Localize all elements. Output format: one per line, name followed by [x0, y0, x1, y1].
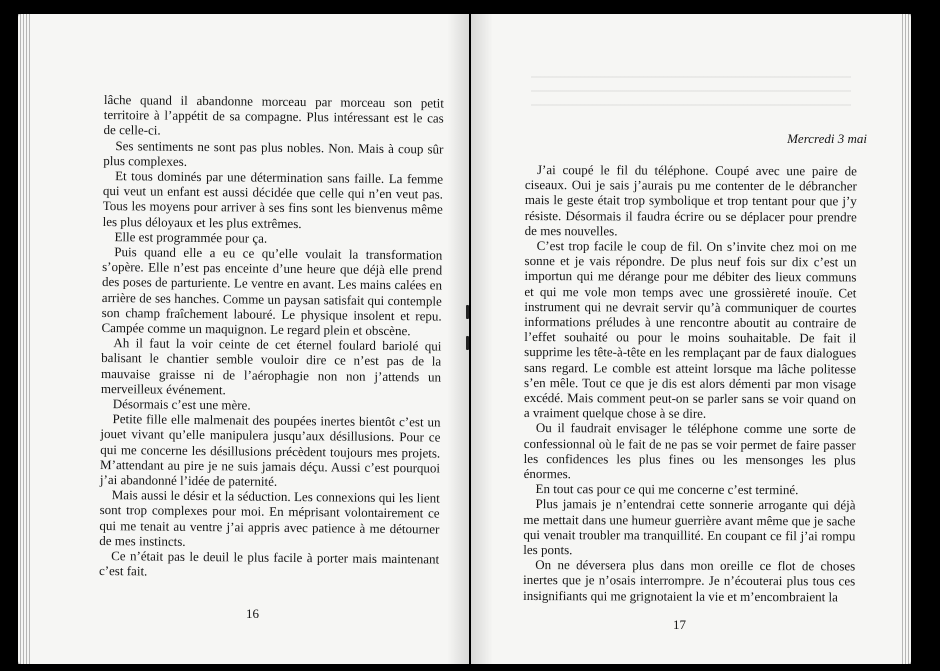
- paragraph: Et tous dominés par une détermination sans faille. La femme qui veut un enfant est aussi décidée que celle qui n’en veut pas. Tous les moyens pour arriver à ses fins sont les bienvenus même les plus déloyaux et les plus extrêmes.: [102, 168, 444, 231]
- page-edges-left: [18, 14, 32, 664]
- paragraph: Mais aussi le désir et la séduction. Les connexions qui les lient sont trop complexes pour moi. En méprisant volontairement ce qui me tenait au ventre j’ai appris avec patience à me détourner de mes instincts.: [99, 487, 440, 549]
- page-number-right: 17: [673, 617, 686, 632]
- left-page: [18, 14, 469, 664]
- paragraph: En tout cas pour ce qui me concerne c’est terminé.: [535, 481, 799, 498]
- right-page-text: [523, 162, 857, 604]
- paragraph: Elle est programmée pour ça.: [114, 228, 268, 246]
- diary-date-heading: Mercredi 3 mai: [787, 131, 867, 146]
- right-page: [471, 14, 911, 664]
- show-through-text: [531, 76, 851, 116]
- paragraph: lâche quand il abandonne morceau par morceau son petit territoire à l’appétit de sa compagne. Plus intéressant est le cas de celle-ci.: [103, 92, 444, 139]
- paragraph: C’est trop facile le coup de fil. On s’invite chez moi on me sonne et je vais répondre. De plus neuf fois sur dix c’est un importun qui me dérange pour me débiter des lieux communs et qui me vole mon temps avec une grossièreté inouïe. Cet instrument qui ne devrait servir qu’à communiquer de courtes informations préludes à une rencontre aboutit au contraire de l’effet souhaité ou pour le moins souhaitable. De fait il supprime les tête-à-tête en les remplaçant par de faux dialogues sans regard. Le comble est atteint lorsque ma lâche politesse s’en mêle. Tout ce que je dis est alors démenti par mon visage excédé. Mais comment peut-on se parler sans se voir quand on a vraiment quelque chose à se dire.: [523, 238, 857, 422]
- page-number-left: 16: [246, 606, 259, 621]
- paragraph: Ses sentiments ne sont pas plus nobles. Non. Mais à coup sûr plus complexes.: [103, 137, 444, 169]
- paragraph: Ce n’était pas le deuil le plus facile à porter mais maintenant c’est fait.: [98, 548, 440, 579]
- paragraph: Petite fille elle malmenait des poupées inertes bientôt c’est un jouet vivant qu’elle manipulera jusqu’aux désillusions. Pour ce qui me concerne les désillusions précèdent toujours mes projets. M’attendant au pire je ne suis jamais déçu. Aussi c’est pourquoi j’ai abandonné l’idée de paternité.: [99, 411, 441, 489]
- staple-bottom: [466, 336, 469, 350]
- paragraph: Plus jamais je n’entendrai cette sonnerie arrogante qui déjà me mettait dans une humeur guerrière avant même que je sache qui venait troubler ma tranquillité. En coupant ce fil j’ai rompu les ponts.: [523, 496, 856, 558]
- gutter-shadow-right: [471, 14, 493, 664]
- staple-top: [466, 305, 469, 319]
- paragraph: On ne déversera plus dans mon oreille ce flot de choses inertes que je n’osais interrompre. Je n’écouterai plus tous ces insignifiants qui me grignotaient la vie et m’encombraient la: [523, 557, 856, 605]
- paragraph: Puis quand elle a eu ce qu’elle voulait la transformation s’opère. Elle n’est pas enceinte d’une heure que déjà elle prend des poses de parturiente. Le ventre en avant. Les mains calées en arrière de ses hanches. Comme un paysan satisfait qui contemple son champ fraîchement labouré. Le physique insolent et repu. Campée comme un maquignon. Le regard plein et obscène.: [101, 244, 443, 339]
- paragraph: Désormais c’est une mère.: [112, 396, 251, 413]
- paragraph: J’ai coupé le fil du téléphone. Coupé avec une paire de ciseaux. Oui je sais j’aurais pu me contenter de le débrancher mais le geste était trop symbolique et trop tentant pour que j’y résiste. Désormais il faudra écrire ou se déplacer pour prendre de mes nouvelles.: [524, 162, 857, 239]
- page-edges-right: [901, 14, 911, 664]
- left-page-text: [99, 92, 444, 582]
- paragraph: Ou il faudrait envisager le téléphone comme une sorte de confessionnal où le fait de ne pas se voir permet de faire passer les confidences les plus fines ou les mensonges les plus énormes.: [523, 420, 856, 482]
- paragraph: Ah il faut la voir ceinte de cet éternel foulard bariolé qui balisant le chantier semble vouloir dire ce n’est pas de la mauvaise graisse ni de l’aérophagie non non j’attends un merveilleux événement.: [100, 335, 442, 398]
